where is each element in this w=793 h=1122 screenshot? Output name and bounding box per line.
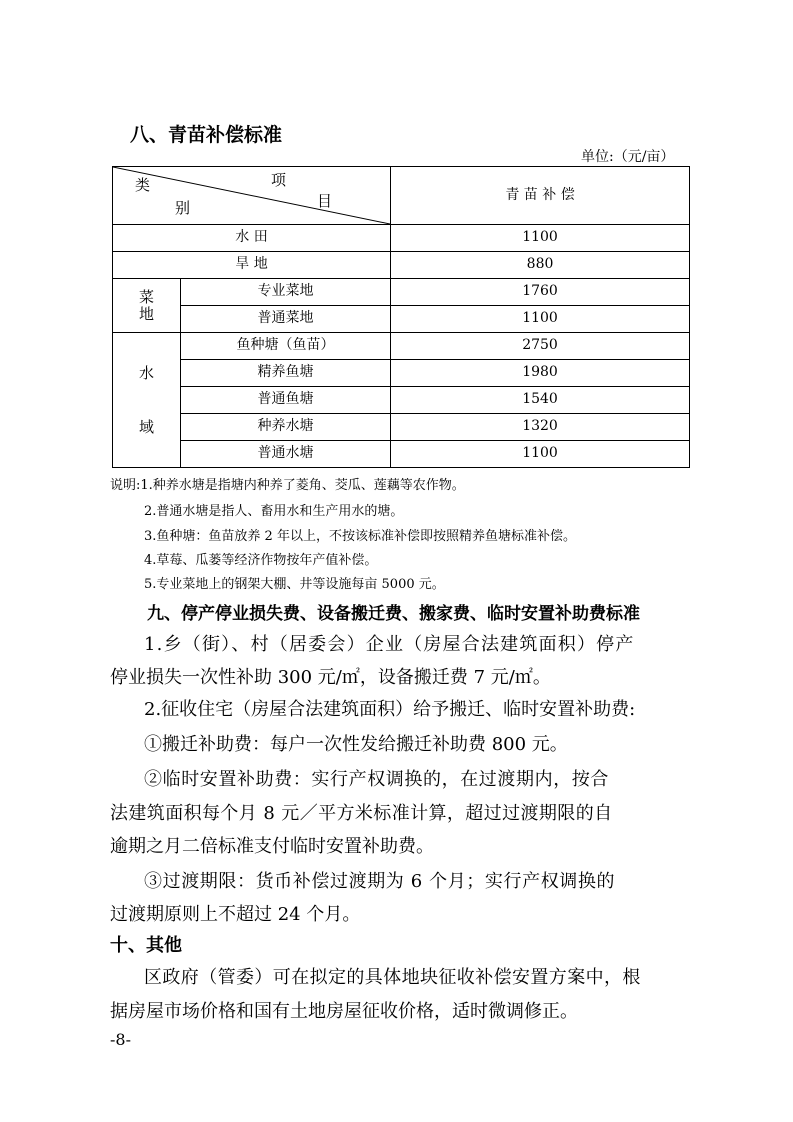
table-row — [113, 225, 690, 252]
section-8-title: 八、青苗补偿标准 — [130, 124, 283, 146]
note-4: 4.草莓、瓜蒌等经济作物按年产值补偿。 — [144, 553, 378, 568]
row-value: 1100 — [391, 306, 690, 333]
paragraph-line: 区政府（管委）可在拟定的具体地块征收补偿安置方案中，根 — [144, 967, 641, 988]
header-char-xiang: 项 — [271, 171, 287, 189]
diagonal-header-cell — [113, 167, 391, 225]
row-value: 1760 — [391, 279, 690, 306]
table-row — [113, 279, 690, 306]
paragraph-line: ②临时安置补助费：实行产权调换的，在过渡期内，按合 — [144, 769, 609, 790]
table-row — [113, 414, 690, 441]
paragraph-line: ①搬迁补助费：每户一次性发给搬迁补助费 800 元。 — [144, 734, 568, 755]
header-char-lei: 类 — [135, 176, 151, 194]
note-2: 2.普通水塘是指人、畜用水和生产用水的塘。 — [144, 504, 404, 519]
table-row — [113, 387, 690, 414]
row-value: 1100 — [391, 225, 690, 252]
note-3: 3.鱼种塘：鱼苗放养 2 年以上，不按该标准补偿即按照精养鱼塘标准补偿。 — [144, 529, 576, 544]
group-label-vegetable: 菜 地 — [113, 279, 181, 333]
table-row — [113, 306, 690, 333]
paragraph-line: 过渡期原则上不超过 24 个月。 — [110, 904, 361, 925]
group-label-water-char2: 域 — [139, 418, 155, 436]
table-row — [113, 333, 690, 360]
paragraph-line: 逾期之月二倍标准支付临时安置补助费。 — [110, 836, 434, 857]
header-seedling-compensation: 青 苗 补 偿 — [391, 167, 690, 225]
row-label: 专业菜地 — [181, 279, 391, 306]
paragraph-line: 法建筑面积每个月 8 元／平方米标准计算，超过过渡期限的自 — [110, 803, 613, 824]
row-label: 旱 地 — [113, 252, 391, 279]
header-char-mu: 目 — [317, 192, 333, 210]
paragraph-line: 停业损失一次性补助 300 元/㎡，设备搬迁费 7 元/㎡。 — [110, 667, 551, 688]
row-value: 2750 — [391, 333, 690, 360]
paragraph-line: 2.征收住宅（房屋合法建筑面积）给予搬迁、临时安置补助费: — [144, 699, 636, 720]
row-value: 1100 — [391, 441, 690, 468]
row-value: 1540 — [391, 387, 690, 414]
row-label: 精养鱼塘 — [181, 360, 391, 387]
table-row — [113, 441, 690, 468]
group-label-water-char1: 水 — [139, 363, 155, 382]
group-label-water — [113, 333, 181, 468]
paragraph-line: 据房屋市场价格和国有土地房屋征收价格，适时微调修正。 — [110, 1001, 578, 1022]
row-label: 普通水塘 — [181, 441, 391, 468]
unit-label: 单位:（元/亩） — [581, 149, 675, 165]
row-label: 水 田 — [113, 225, 391, 252]
row-value: 1320 — [391, 414, 690, 441]
row-label: 普通菜地 — [181, 306, 391, 333]
section-9-title: 九、停产停业损失费、设备搬迁费、搬家费、临时安置补助费标准 — [147, 604, 640, 624]
page-number: -8- — [110, 1030, 131, 1049]
note-5: 5.专业菜地上的钢架大棚、井等设施每亩 5000 元。 — [144, 577, 445, 592]
row-value: 1980 — [391, 360, 690, 387]
note-1: 说明:1.种养水塘是指塘内种养了菱角、茭瓜、莲藕等农作物。 — [110, 478, 465, 493]
row-label: 种养水塘 — [181, 414, 391, 441]
table-row — [113, 360, 690, 387]
seedling-compensation-table — [112, 166, 690, 468]
row-value: 880 — [391, 252, 690, 279]
diagonal-line — [113, 167, 390, 224]
header-char-bie: 别 — [175, 199, 191, 217]
paragraph-line: 1.乡（街）、村（居委会）企业（房屋合法建筑面积）停产 — [144, 634, 635, 655]
row-label: 普通鱼塘 — [181, 387, 391, 414]
paragraph-line: ③过渡期限：货币补偿过渡期为 6 个月；实行产权调换的 — [144, 871, 616, 892]
table-row — [113, 252, 690, 279]
table-header-row — [113, 167, 690, 225]
section-10-title: 十、其他 — [110, 935, 182, 956]
row-label: 鱼种塘（鱼苗） — [181, 333, 391, 360]
